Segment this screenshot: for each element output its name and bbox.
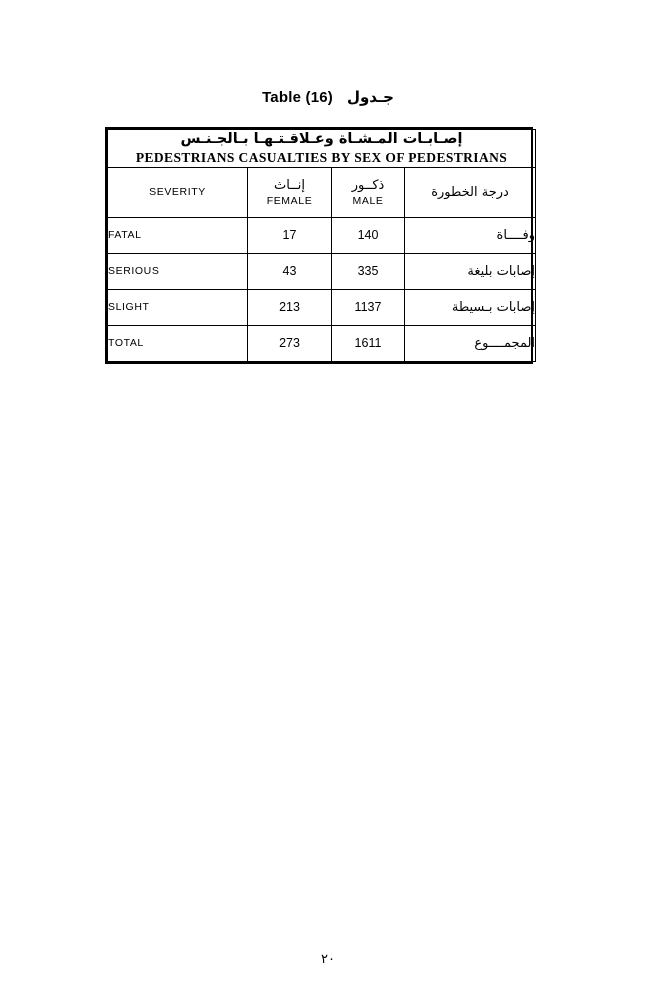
- cell-male: 140: [332, 217, 405, 253]
- column-header-female-ar: إنــاث: [273, 178, 306, 194]
- cell-severity-ar: وفــــاة: [405, 217, 536, 253]
- caption-arabic: إصـابـات المـشـاة وعـلاقـتـهـا بـالجـنـس: [180, 131, 463, 147]
- column-header-severity-en: SEVERITY: [149, 186, 206, 199]
- cell-severity-ar: المجمــــوع: [405, 325, 536, 361]
- cell-female: 17: [248, 217, 332, 253]
- cell-male: 335: [332, 253, 405, 289]
- cell-female: 213: [248, 289, 332, 325]
- table-title-ar: جـدول: [346, 88, 394, 106]
- column-header-female-en: FEMALE: [266, 194, 313, 207]
- table-head: [108, 130, 536, 218]
- column-header-male: [332, 167, 405, 217]
- caption-row: [108, 130, 536, 168]
- page-number: ٢٠: [321, 952, 335, 967]
- table-title-en: Table (16): [262, 89, 333, 106]
- table-container: [105, 127, 536, 364]
- column-header-female: [248, 167, 332, 217]
- caption-english: PEDESTRIANS CASUALTIES BY SEX OF PEDESTRIANS: [135, 150, 508, 166]
- table-row: [108, 289, 536, 325]
- table-caption: [108, 130, 536, 168]
- cell-male: 1611: [332, 325, 405, 361]
- column-header-row: [108, 167, 536, 217]
- column-header-male-en: MALE: [352, 194, 384, 207]
- column-header-severity: [108, 167, 248, 217]
- cell-female: 43: [248, 253, 332, 289]
- cell-severity-en: SERIOUS: [108, 253, 248, 289]
- cell-severity-en: TOTAL: [108, 325, 248, 361]
- cell-severity-en: SLIGHT: [108, 289, 248, 325]
- cell-severity-ar: إصابات بـسيطة: [405, 289, 536, 325]
- cell-severity-en: FATAL: [108, 217, 248, 253]
- cell-female: 273: [248, 325, 332, 361]
- column-header-male-ar: ذكــور: [351, 178, 385, 194]
- table-title: [0, 88, 656, 106]
- cell-severity-ar: إصابات بليغة: [405, 253, 536, 289]
- table-row: [108, 217, 536, 253]
- column-header-severity-ar: درجة الخطورة: [431, 185, 509, 201]
- pedestrian-casualties-table: [107, 129, 536, 362]
- table-body: [108, 217, 536, 361]
- cell-male: 1137: [332, 289, 405, 325]
- table-row: [108, 325, 536, 361]
- table-row: [108, 253, 536, 289]
- column-header-severity-arabic: [405, 167, 536, 217]
